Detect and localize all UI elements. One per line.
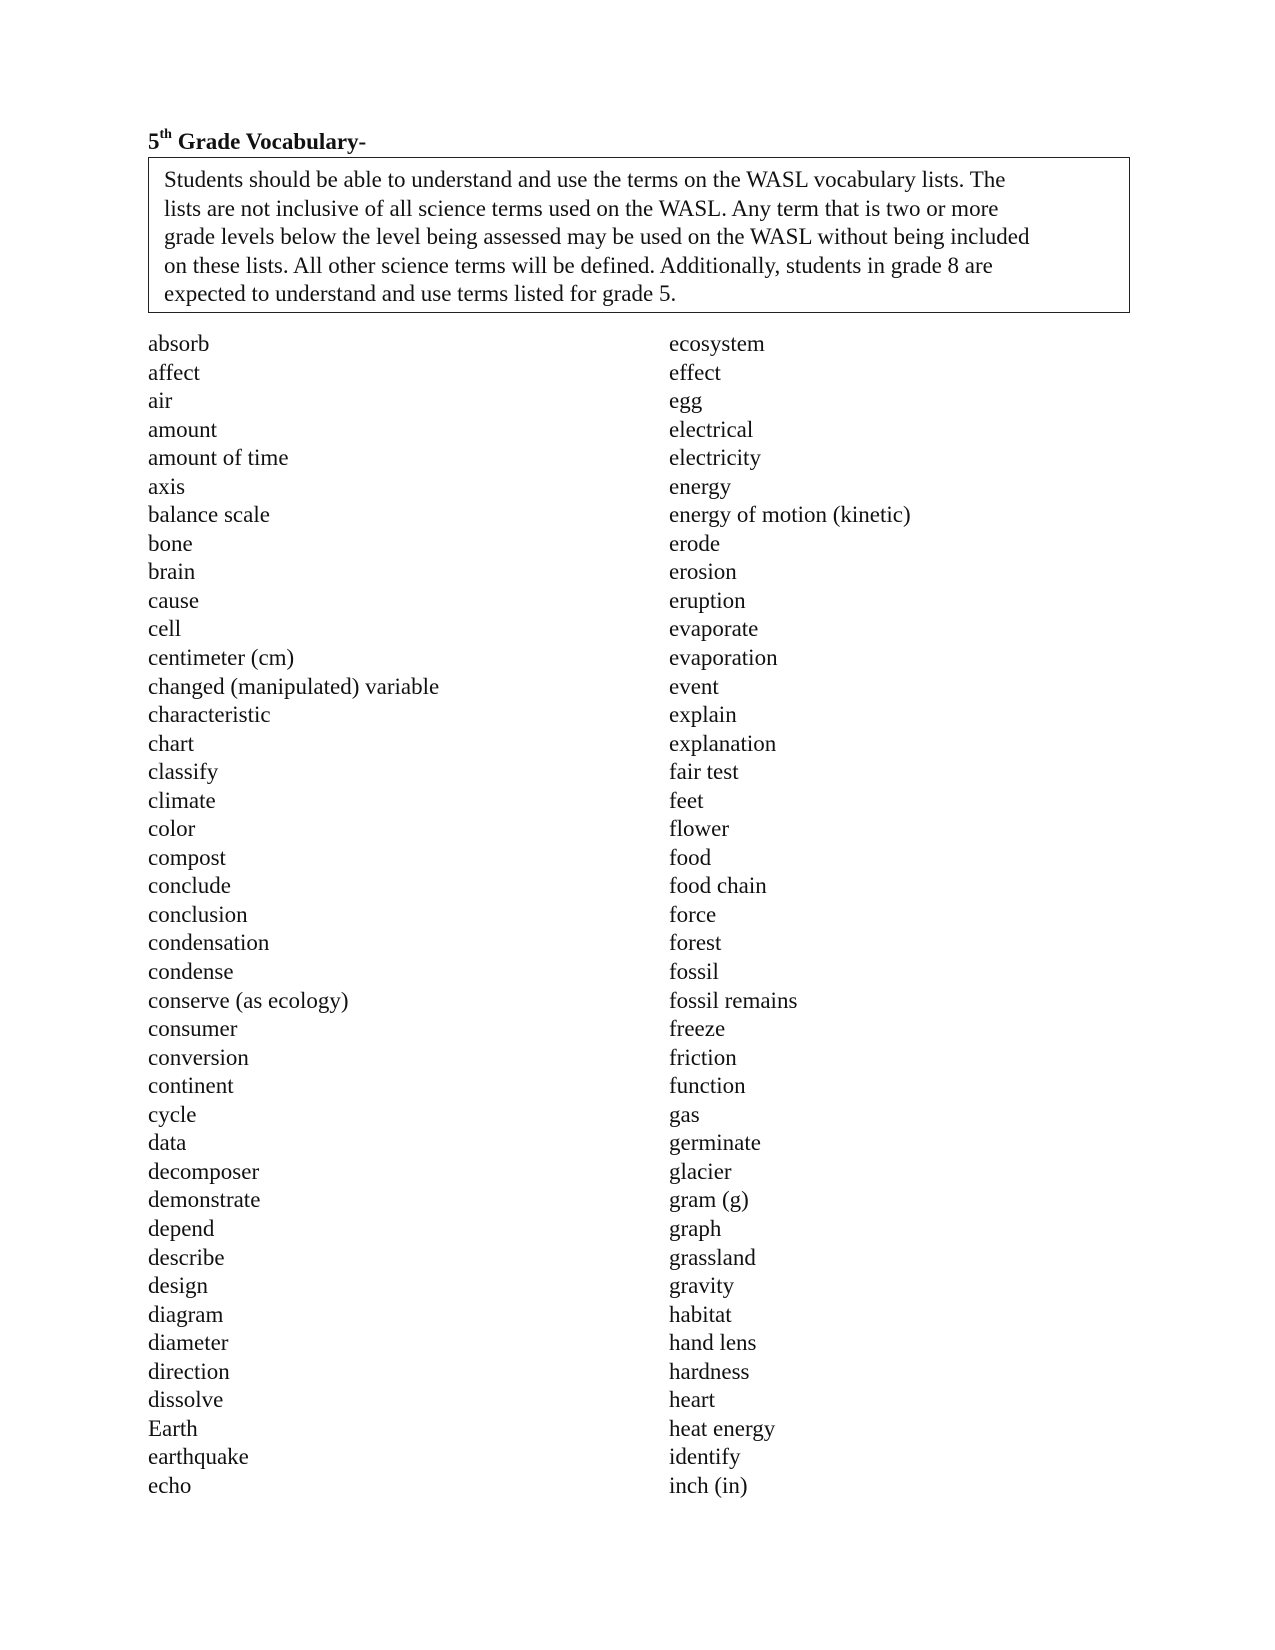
vocabulary-term: describe	[148, 1244, 225, 1270]
vocabulary-term: amount of time	[148, 445, 289, 471]
vocabulary-term: ecosystem	[669, 331, 765, 356]
vocabulary-term: affect	[148, 359, 200, 385]
vocabulary-term: characteristic	[148, 702, 271, 728]
vocabulary-term: conversion	[148, 1044, 249, 1070]
vocabulary-term: classify	[148, 759, 219, 785]
vocabulary-term: demonstrate	[148, 1187, 261, 1213]
vocabulary-term: erosion	[669, 559, 737, 585]
vocabulary-term: explain	[669, 702, 737, 728]
vocabulary-term: depend	[148, 1215, 215, 1241]
vocabulary-term: air	[148, 388, 173, 414]
vocabulary-term: force	[669, 901, 717, 927]
vocabulary-term: effect	[669, 359, 721, 385]
vocabulary-term: evaporate	[669, 616, 759, 642]
vocabulary-term: balance scale	[148, 502, 270, 528]
vocabulary-term: graph	[669, 1215, 722, 1241]
vocabulary-term: brain	[148, 559, 196, 585]
vocabulary-term: consumer	[148, 1016, 238, 1042]
vocabulary-term: electricity	[669, 445, 761, 471]
vocabulary-term: gas	[669, 1101, 700, 1127]
vocabulary-term: conclude	[148, 873, 232, 899]
vocabulary-term: compost	[148, 844, 226, 870]
vocabulary-term: cell	[148, 616, 182, 642]
intro-line: on these lists. All other science terms will be defined. Additionally, students in grade 8 are	[164, 252, 993, 278]
vocabulary-term: freeze	[669, 1016, 726, 1042]
vocabulary-term: heart	[669, 1387, 715, 1413]
intro-line: Students should be able to understand and use the terms on the WASL vocabulary lists. The	[164, 167, 1006, 192]
vocabulary-term: diagram	[148, 1301, 224, 1327]
vocabulary-term: feet	[669, 787, 704, 813]
vocabulary-term: chart	[148, 730, 194, 756]
vocabulary-term: energy	[669, 473, 732, 499]
vocabulary-term: germinate	[669, 1130, 761, 1156]
vocabulary-term: heat energy	[669, 1415, 776, 1441]
vocabulary-term: glacier	[669, 1158, 732, 1184]
vocabulary-term: centimeter (cm)	[148, 645, 295, 671]
vocabulary-term: evaporation	[669, 645, 778, 671]
vocabulary-term: color	[148, 816, 196, 842]
vocabulary-term: conclusion	[148, 901, 248, 927]
vocabulary-term: flower	[669, 816, 730, 842]
vocabulary-term: egg	[669, 388, 703, 414]
vocabulary-term: erode	[669, 530, 721, 556]
vocabulary-term: bone	[148, 530, 193, 556]
intro-line: expected to understand and use terms listed for grade 5.	[164, 281, 677, 307]
vocabulary-term: changed (manipulated) variable	[148, 673, 440, 699]
vocabulary-term: hand lens	[669, 1330, 757, 1356]
intro-line: grade levels below the level being assessed may be used on the WASL without being included	[164, 224, 1030, 250]
vocabulary-term: continent	[148, 1073, 234, 1099]
vocabulary-term: forest	[669, 930, 722, 956]
vocabulary-term: amount	[148, 416, 217, 442]
vocabulary-term: echo	[148, 1472, 192, 1498]
vocabulary-term: conserve (as ecology)	[148, 987, 349, 1013]
title-text: Grade Vocabulary-	[171, 129, 367, 154]
vocabulary-term: condensation	[148, 930, 270, 956]
vocabulary-term: condense	[148, 959, 234, 985]
vocabulary-term: electrical	[669, 416, 754, 442]
vocabulary-term: data	[148, 1130, 187, 1156]
vocabulary-term: fair test	[669, 759, 739, 785]
title-number: 5	[148, 129, 160, 154]
intro-line: lists are not inclusive of all science terms used on the WASL. Any term that is two or more	[164, 195, 999, 221]
vocabulary-term: energy of motion (kinetic)	[669, 502, 911, 528]
vocabulary-term: explanation	[669, 730, 777, 756]
vocabulary-term: direction	[148, 1358, 230, 1384]
vocabulary-term: absorb	[148, 331, 210, 356]
vocabulary-term: fossil remains	[669, 987, 798, 1013]
vocabulary-term: food	[669, 844, 712, 870]
vocabulary-term: design	[148, 1273, 209, 1299]
vocabulary-term: grassland	[669, 1244, 756, 1270]
vocabulary-term: event	[669, 673, 719, 699]
vocabulary-term: earthquake	[148, 1444, 249, 1470]
vocabulary-term: axis	[148, 473, 186, 499]
vocabulary-term: fossil	[669, 959, 719, 985]
page-title	[148, 128, 366, 156]
vocabulary-term: hardness	[669, 1358, 750, 1384]
vocabulary-term: Earth	[148, 1415, 198, 1441]
vocabulary-term: diameter	[148, 1330, 229, 1356]
vocabulary-term: gram (g)	[669, 1187, 749, 1213]
vocabulary-term: dissolve	[148, 1387, 224, 1413]
vocabulary-term: gravity	[669, 1273, 735, 1299]
vocabulary-term: function	[669, 1073, 746, 1099]
vocabulary-left-column	[148, 330, 439, 1500]
vocabulary-term: inch (in)	[669, 1472, 748, 1498]
vocabulary-term: cycle	[148, 1101, 197, 1127]
vocabulary-term: friction	[669, 1044, 737, 1070]
vocabulary-term: decomposer	[148, 1158, 260, 1184]
vocabulary-term: food chain	[669, 873, 767, 899]
vocabulary-term: eruption	[669, 587, 746, 613]
title-ordinal-suffix: th	[159, 127, 172, 143]
intro-box	[148, 157, 1130, 313]
vocabulary-term: habitat	[669, 1301, 732, 1327]
vocabulary-term: identify	[669, 1444, 741, 1470]
vocabulary-right-column	[669, 330, 911, 1500]
vocabulary-term: cause	[148, 587, 200, 613]
vocabulary-term: climate	[148, 787, 216, 813]
